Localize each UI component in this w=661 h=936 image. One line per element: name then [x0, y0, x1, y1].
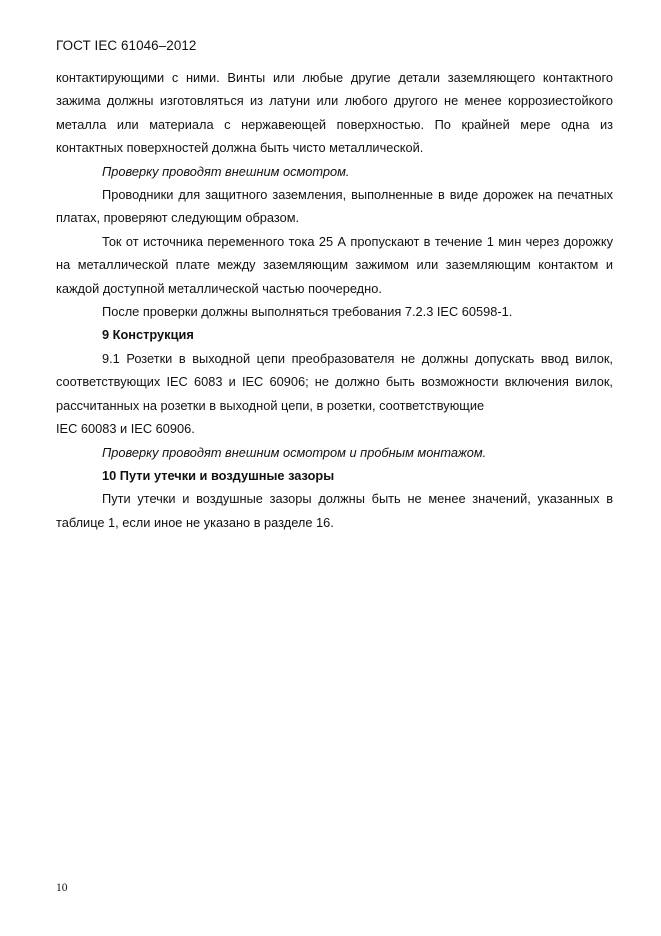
section-heading-creepage: 10 Пути утечки и воздушные зазоры: [102, 467, 335, 483]
paragraph-sockets-tail: IEC 60083 и IEC 60906.: [56, 421, 195, 437]
section-heading-construction: 9 Конструкция: [102, 327, 194, 343]
document-body: [56, 66, 613, 534]
document-header: ГОСТ IEC 61046–2012: [56, 38, 197, 53]
page-number: 10: [56, 882, 68, 894]
paragraph-creepage: Пути утечки и воздушные зазоры должны быть не менее значений, указанных в таблице 1, если иное не указано в разделе 16.: [56, 491, 613, 530]
check-visual-inspection: Проверку проводят внешним осмотром.: [102, 163, 350, 179]
paragraph-requirements: После проверки должны выполняться требования 7.2.3 IEC 60598-1.: [102, 304, 513, 320]
check-inspection-assembly: Проверку проводят внешним осмотром и пробным монтажом.: [102, 444, 487, 460]
paragraph-sockets: 9.1 Розетки в выходной цепи преобразователя не должны допускать ввод вилок, соответствующих IEC 6083 и IEC 60906; не должно быть возможности включения вилок, рассчитанных на розетки в выходной цепи, в розетки, соответствующие: [56, 350, 613, 413]
paragraph-current-test: Ток от источника переменного тока 25 А пропускают в течение 1 мин через дорожку на металлической плате между заземляющим зажимом или заземляющим контактом и каждой доступной металлической частью поочередно.: [56, 233, 613, 296]
paragraph-pcb-conductors: Проводники для защитного заземления, выполненные в виде дорожек на печатных платах, проверяют следующим образом.: [56, 187, 613, 226]
paragraph-grounding-materials: контактирующими с ними. Винты или любые другие детали заземляющего контактного зажима должны изготовляться из латуни или любого другого не менее коррозиестойкого металла или материала с нержавеющей поверхностью. По крайней мере одна из контактных поверхностей должна быть чисто металлической.: [56, 70, 613, 156]
